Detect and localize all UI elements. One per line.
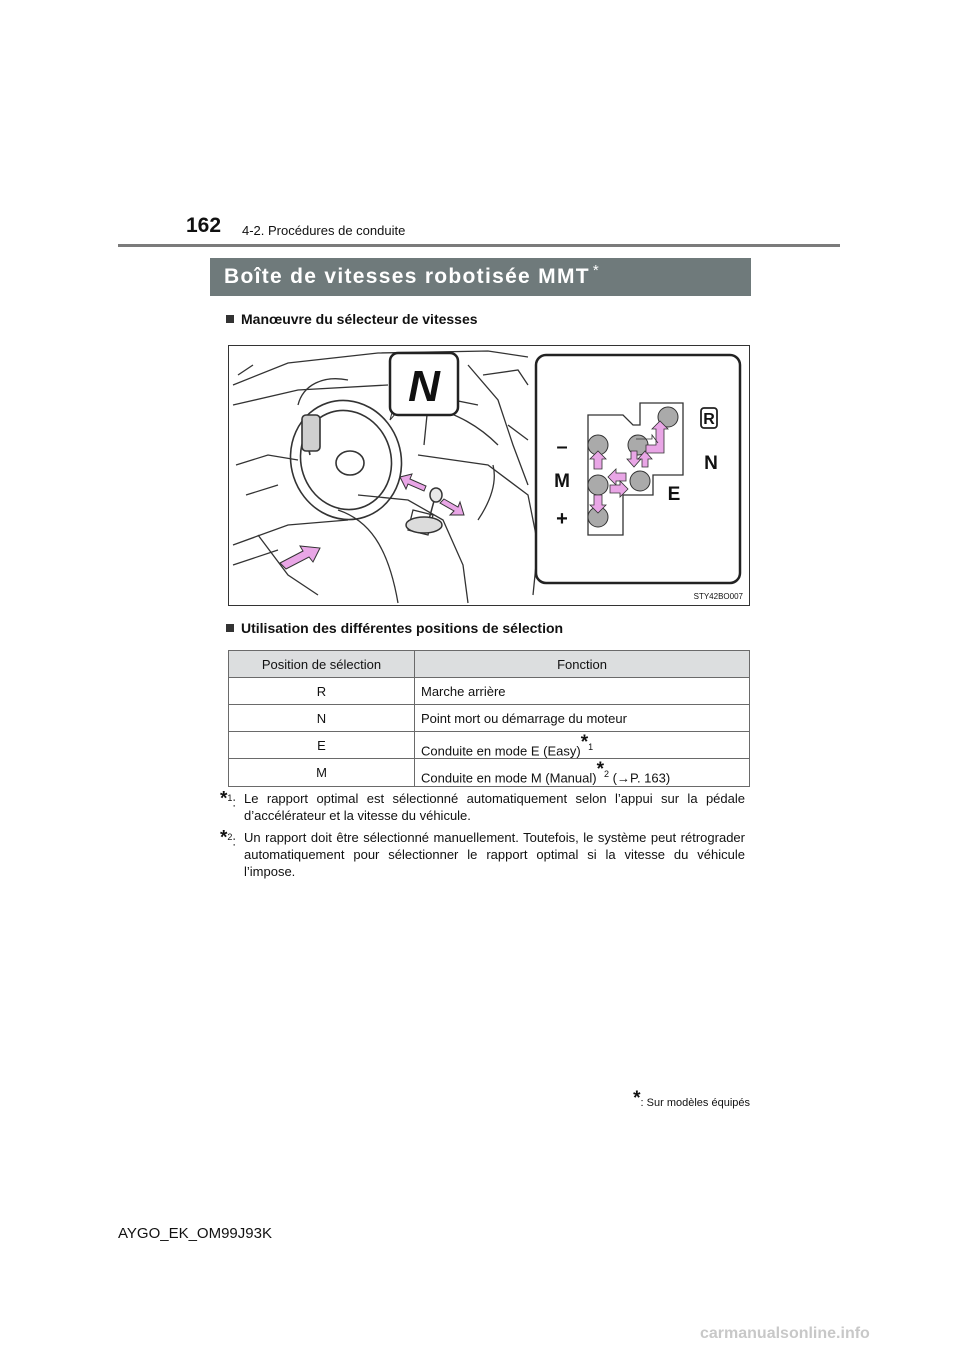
subheading-selection-positions — [226, 620, 563, 636]
footnote-text: Un rapport doit être sélectionné manuellement. Toutefois, le système peut rétrograder automatiquement pour sélectionner le rapport optimal si la vitesse du véhicule l’impose. — [244, 830, 745, 879]
title-footnote-marker: * — [592, 261, 601, 279]
position-cell: N — [229, 705, 415, 732]
function-text: Conduite en mode E (Easy) — [421, 743, 581, 759]
column-header-position: Position de sélection — [229, 651, 415, 678]
function-cell — [415, 732, 750, 759]
position-cell: E — [229, 732, 415, 759]
page-number: 162 — [186, 214, 222, 237]
gate-label-m: M — [554, 471, 570, 492]
equipped-models-note — [600, 1088, 750, 1110]
position-cell: R — [229, 678, 415, 705]
footnote-ref: *1 — [580, 732, 594, 753]
footnote-marker: * — [633, 1088, 641, 1109]
function-text: Conduite en mode M (Manual) — [421, 770, 597, 786]
gate-label-r: R — [703, 411, 715, 428]
section-title-bar — [210, 258, 751, 296]
section-title: Boîte de vitesses robotisée MMT — [224, 265, 590, 288]
gear-display-callout — [390, 353, 458, 420]
function-cell: Marche arrière — [415, 678, 750, 705]
table-row — [229, 732, 750, 759]
footnote-2 — [220, 829, 745, 880]
gate-label-minus: – — [556, 436, 568, 458]
subheading-text: Utilisation des différentes positions de sélection — [241, 620, 564, 636]
function-cell — [415, 759, 750, 786]
table-row — [229, 705, 750, 732]
header-rule — [118, 244, 840, 247]
function-cell: Point mort ou démarrage du moteur — [415, 705, 750, 732]
page-reference-link[interactable]: (→P. 163) — [609, 770, 671, 786]
footnote-marker: *$^2$: — [220, 827, 237, 849]
shift-gate-diagram — [536, 355, 740, 583]
footnote-text: Le rapport optimal est sélectionné automatiquement selon l’appui sur la pédale d’accélérateur et la vitesse du véhicule. — [244, 791, 745, 823]
equipped-models-text: : Sur modèles équipés — [640, 1097, 750, 1109]
footnote-ref: *2 — [596, 759, 610, 781]
document-code: AYGO_EK_OM99J93K — [118, 1225, 272, 1242]
footnote-1 — [220, 790, 745, 824]
watermark: carmanualsonline.info — [700, 1325, 870, 1342]
square-bullet-icon — [226, 624, 234, 632]
shift-lever-illustration — [228, 345, 750, 606]
footnote-marker: *$^1$: — [220, 788, 237, 810]
gate-label-e: E — [667, 484, 681, 505]
gate-label-plus: + — [556, 508, 568, 530]
subheading-shifter-operation — [226, 311, 478, 327]
section-label: 4-2. Procédures de conduite — [242, 223, 406, 238]
position-cell: M — [229, 759, 415, 786]
square-bullet-icon — [226, 315, 234, 323]
subheading-text: Manœuvre du sélecteur de vitesses — [241, 311, 478, 327]
selection-positions-table — [228, 650, 750, 787]
gate-label-n: N — [704, 453, 718, 474]
table-header-row — [229, 651, 750, 678]
gear-display-letter: N — [408, 362, 440, 411]
column-header-function: Fonction — [415, 651, 750, 678]
table-row — [229, 759, 750, 786]
illustration-code: STY42BO007 — [693, 592, 743, 601]
table-row — [229, 678, 750, 705]
